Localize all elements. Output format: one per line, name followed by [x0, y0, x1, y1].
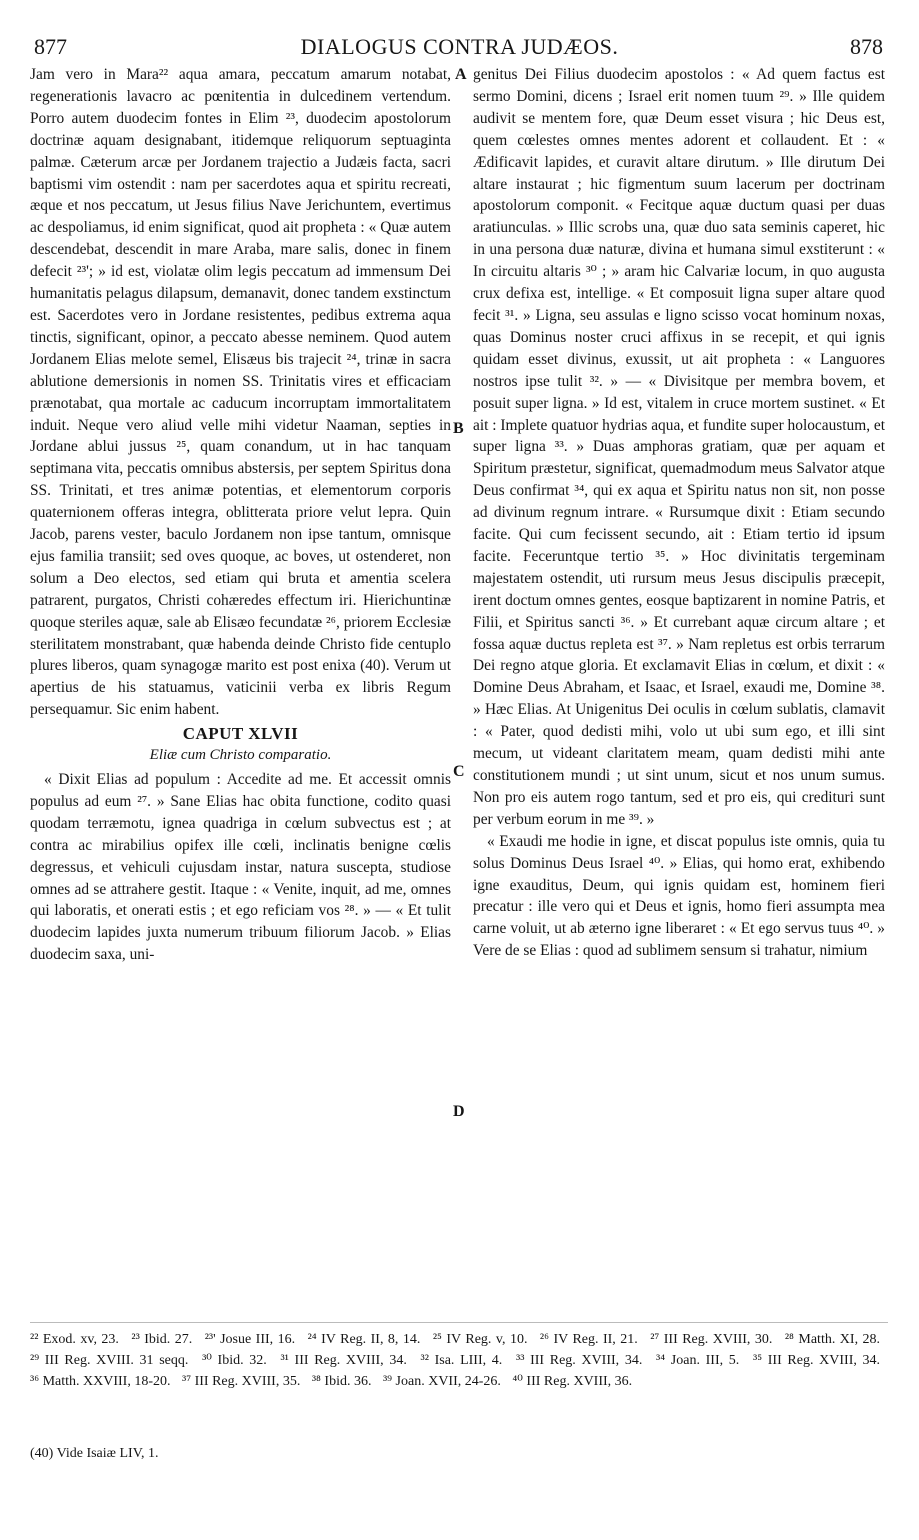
chapter-title: CAPUT XLVII	[182, 724, 299, 744]
footnote: ²⁸ Matth. XI, 28.	[784, 1332, 881, 1347]
section-marker-c: C	[453, 763, 465, 780]
footnote: ²³ Ibid. 27.	[131, 1332, 193, 1347]
footnote: ³⁷ III Reg. XVIII, 35.	[182, 1374, 301, 1389]
footnote: ⁴⁰ III Reg. XVIII, 36.	[512, 1374, 633, 1389]
right-column	[473, 64, 885, 1316]
section-marker-a: A	[455, 66, 467, 83]
chapter-subtitle: Eliæ cum Christo comparatio.	[149, 747, 332, 764]
footnote: ²⁶ IV Reg. II, 21.	[539, 1332, 638, 1347]
section-marker-b: B	[453, 420, 464, 437]
footnote: ³⁶ Matth. XXVIII, 18-20.	[30, 1374, 171, 1389]
footnote: ²⁷ III Reg. XVIII, 30.	[650, 1332, 773, 1347]
footnote: ³⁴ Joan. III, 5.	[656, 1353, 740, 1368]
footnote: ³⁰ Ibid. 32.	[202, 1353, 267, 1368]
footnote-rule	[30, 1322, 888, 1323]
footnotes	[30, 1329, 888, 1392]
page-number-left: 877	[34, 34, 67, 59]
running-title: DIALOGUS CONTRA JUDÆOS.	[300, 34, 619, 59]
footnote: ³¹ III Reg. XVIII, 34.	[280, 1353, 407, 1368]
section-marker-d: D	[453, 1103, 465, 1120]
left-paragraph-2: « Dixit Elias ad populum : Accedite ad me. Et accessit omnis populus ad eum ²⁷. » Sane Elias hac obita functione, codito quasi quodam terræmotu, ignea quadriga in cœlum subvectus est ; at contra ac mirabilius opifex ille cœli, inclinatis benigne cœlis degressus, et vehiculi cujusdam instar, natura suscepta, studiose omnes ad se attrahere gestit. Itaque : « Venite, inquit, ad me, omnes qui laboratis, et onerati estis ; et ego reficiam vos ²⁸. » — « Et tulit duodecim lapides juxta numerum tribuum filiorum Jacob. » Elias duodecim saxa, uni-	[30, 771, 451, 964]
page-number-right: 878	[850, 34, 883, 59]
footnote: ³⁹ Joan. XVII, 24-26.	[382, 1374, 501, 1389]
running-head	[30, 30, 889, 64]
footnote: ²⁵ IV Reg. v, 10.	[432, 1332, 528, 1347]
footnote: ²⁴ IV Reg. II, 8, 14.	[307, 1332, 421, 1347]
left-paragraph-1: Jam vero in Mara²² aqua amara, peccatum amarum notabat, regenerationis lavacro ac pœnitentia in dulcedinem vertendum. Porro autem duodecim fontes in Elim ²³, duodecim apostolorum doctrinæ aquam designabant, itidemque reliquorum septuaginta palmæ. Cæterum arcæ per Jordanem trajectio a Judæis facta, sacri baptismi vim ostendit : nam per sacerdotes aqua et spiritu recreati, æque et nos peccatum, ut Jesus filius Nave Jerichuntem, evertimus ac despoliamus, id enim significat, quod ait propheta : « Quæ autem descendebat, descendit in mare Araba, mare salis, donec in finem defecit ²³'; » id est, violatæ olim legis peccatum ad immensum Dei humanitatis pelagus dilapsum, demanavit, donec tandem exstinctum est. Sacerdotes vero in Jordane resistentes, pedibus extrema aqua tinctis, significant, opinor, a peccato abesse neminem. Quod autem Jordanem Elias melote semel, Elisæus bis trajecit ²⁴, trinæ in sacra ablutione demersionis in nomen SS. Trinitatis vires et efficaciam prænotabat, qua mortale ac caducum incorruptam immortalitatem induit. Neque vero aliud velle mihi videtur Naaman, septies in Jordane ablui jussus ²⁵, quam conandum, ut in hac tanquam septimana vita, peccatis omnibus abstersis, per septem Spiritus dona SS. Trinitati, et tres animæ potentias, et elementorum corporis quaternionem offeras integra, oblitterata priore velut lepra. Quin Jacob, parens vester, baculo Jordanem non ipse tantum, omnisque ejus familia transiit; sed oves quoque, ac boves, ut ostenderet, non solum a Deo electos, sed etiam qui bruta et amentia scelera patrarent, purgatos, Christi cohæredes effectum iri. Hierichuntinæ quoque steriles aquæ, sale ab Elisæo fecundatæ ²⁶, priorem Ecclesiæ sterilitatem monstrabant, quæ habenda deinde Christo fide centuplo plures liberos, quam synagogæ marito est post enixa (40). Verum ut apertius de his statuamus, vaticinii verba ex libris Regum persequamur. Sic enim habent.	[30, 66, 451, 719]
footnote: ²⁹ III Reg. XVIII. 31 seqq.	[30, 1353, 189, 1368]
footnote: ³⁸ Ibid. 36.	[311, 1374, 372, 1389]
footnote: ³² Isa. LIII, 4.	[420, 1353, 503, 1368]
footnote: ²² Exod. xv, 23.	[30, 1332, 119, 1347]
footnote: ³⁵ III Reg. XVIII, 34.	[753, 1353, 881, 1368]
right-paragraph-1: genitus Dei Filius duodecim apostolos : « Ad quem factus est sermo Domini, dicens ; Israel erit nomen tuum ²⁹. » Ille quidem audivit se mentem fore, quæ Deum esset visura ; hic Deus est, quem cœlestes omnes mentes adorent et collaudent. Et : « Ædificavit lapides, et curavit altare dirutum. » Ille dirutum Dei altare instaurat ; hic figmentum suum lacerum per doctrinam apostolorum componit. « Fecitque aquæ ductum quasi per duas aratiunculas. » Illic scrobs una, quæ duo sata seminis caperet, hic in una persona duæ naturæ, divina et humana simul exstiterunt : « In circuitu altaris ³⁰ ; » aram hic Calvariæ locum, in quo augusta crux defixa est, intellige. « Et composuit ligna super altare quod fecit ³¹. » Ligna, seu assulas e ligno scisso vocat hominum noxas, quas Dominus noster cruci affixus in se recepit, et qui ignis quidam esset divinus, exussit, ut ait propheta : « Languores nostros ipse tulit ³². » — « Divisitque per membra bovem, et posuit super ligna. » Id est, vitalem in cruce mortem sustinet. « Et ait : Implete quatuor hydrias aqua, et fundite super holocaustum, et super ligna ³³. » Duas amphoras gratiam, quæ per aquam et Spiritum præstetur, significat, quemadmodum meus Salvator atque Deus confirmat ³⁴, qui ex aqua et Spiritu natus non sit, non posse ad divinum regnum intrare. « Rursumque dixit : Etiam secundo facite. Qui cum fecissent secundo, ait : Etiam tertio id ipsum facite. Feceruntque tertio ³⁵. » Hoc divinitatis tergeminam majestatem ostendit, uti rursum meus Jesus discipulis præcepit, irent doctum omnes gentes, eosque baptizarent in nomine Patris, et Filii, et Spiritus sancti ³⁶. » Et currebant aquæ circum altare ; et fossa aquæ ductus repleta est ³⁷. » Nam repletus est orbis terrarum Dei regno atque gloria. Et exclamavit Elias in cœlum, et dixit : « Domine Deus Abraham, et Isaac, et Israel, exaudi me, Domine ³⁸. » Hæc Elias. At Unigenitus Dei oculis in cœlum sublatis, clamavit : « Pater, quod dedisti mihi, volo ut ubi sum ego, et illi sint mecum, ut videant claritatem meam, quam dedisti mihi ante constitutionem mundi ; ut sint unum, sicut et nos unum sumus. Non pro eis autem rogo tantum, sed et pro eis, qui credituri sunt per verbum eorum in me ³⁹. »	[473, 66, 885, 828]
footnote: ²³' Josue III, 16.	[204, 1332, 296, 1347]
right-paragraph-2: « Exaudi me hodie in igne, et discat populus iste omnis, quia tu solus Dominus Deus Israel ⁴⁰. » Elias, qui homo erat, exhibendo igne exauditus, Deum, qui ignis quidam est, hominem fieri precatur : ille vero qui et Deus et ignis, homo fieri assumpta mea carne voluit, ut ab æterno igne liberaret : « Et ego servus tuus ⁴⁰. » Vere de se Elias : quod ad sublimem sensum si trahatur, nimium	[473, 832, 885, 960]
editorial-note: (40) Vide Isaiæ LIV, 1.	[30, 1446, 159, 1461]
footnote: ³³ III Reg. XVIII, 34.	[516, 1353, 643, 1368]
left-column	[30, 64, 451, 1316]
